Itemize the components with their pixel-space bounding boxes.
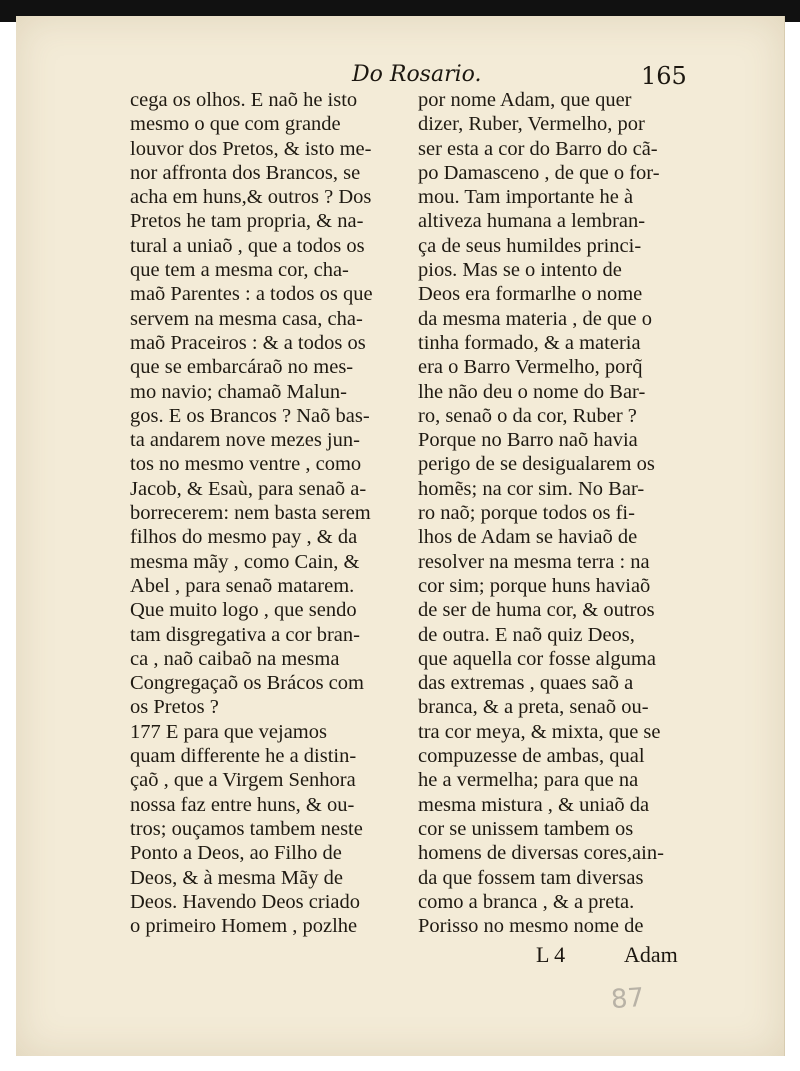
text-line: Que muito logo , que sendo: [130, 599, 357, 622]
text-line: branca, & a preta, senaõ ou-: [418, 696, 649, 719]
text-line: çaõ , que a Virgem Senhora: [130, 769, 356, 792]
text-line: ca , naõ caibaõ na mesma: [130, 647, 340, 670]
text-line: era o Barro Vermelho, porq̃: [418, 356, 643, 379]
text-line: de outra. E naõ quiz Deos,: [418, 623, 635, 646]
text-line: das extremas , quaes saõ a: [418, 672, 634, 695]
text-line: cor sim; porque huns haviaõ: [418, 574, 651, 597]
text-line: dizer, Ruber, Vermelho, por: [418, 113, 645, 136]
text-line: nossa faz entre huns, & ou-: [130, 793, 355, 816]
text-line: mesma mistura , & uniaõ da: [418, 793, 650, 816]
text-line: ro, senaõ o da cor, Ruber ?: [418, 404, 637, 427]
text-line: Jacob, & Esaù, para senaõ a-: [130, 477, 367, 500]
page-number: 165: [641, 62, 687, 90]
text-line: homẽs; na cor sim. No Bar-: [418, 477, 645, 500]
text-line: os Pretos ?: [130, 696, 219, 719]
text-line: acha em huns,& outros ? Dos: [130, 186, 372, 209]
signature-mark: L 4: [536, 942, 566, 967]
text-line: que tem a mesma cor, cha-: [130, 259, 349, 282]
text-line: mesma mãy , como Cain, &: [130, 550, 360, 573]
text-line: filhos do mesmo pay , & da: [130, 526, 358, 549]
text-line: maõ Parentes : a todos os que: [130, 283, 373, 306]
text-line: maõ Praceiros : & a todos os: [130, 331, 366, 354]
text-line: nor affronta dos Brancos, se: [130, 161, 361, 184]
text-line: o primeiro Homem , pozlhe: [130, 915, 358, 938]
text-line: tros; ouçamos tambem neste: [130, 817, 363, 840]
text-line: altiveza humana a lembran-: [418, 210, 646, 233]
text-line: he a vermelha; para que na: [418, 769, 639, 792]
left-text-column: [130, 88, 392, 938]
text-line: lhe não deu o nome do Bar-: [418, 380, 646, 403]
text-line: ro naõ; porque todos os fi-: [418, 502, 635, 525]
text-line: da que fossem tam diversas: [418, 866, 644, 889]
pencil-annotation: 87: [609, 982, 646, 1016]
text-line: que aquella cor fosse alguma: [418, 647, 656, 670]
text-line: ta andarem nove mezes jun-: [130, 429, 360, 452]
text-line: Deos era formarlhe o nome: [418, 283, 643, 306]
text-line: Ponto a Deos, ao Filho de: [130, 842, 342, 865]
text-line: Congregaçaõ os Brácos com: [130, 672, 364, 695]
text-line: por nome Adam, que quer: [418, 89, 632, 111]
text-line: compuzesse de ambas, qual: [418, 745, 645, 768]
text-line: ça de seus humildes princi-: [418, 234, 642, 257]
text-line: Porque no Barro naõ havia: [418, 429, 638, 452]
text-line: louvor dos Pretos, & isto me-: [130, 137, 372, 160]
text-line: cor se unissem tambem os: [418, 817, 634, 840]
text-line: que se embarcáraõ no mes-: [130, 356, 354, 379]
text-line: tam disgregativa a cor bran-: [130, 623, 360, 646]
text-line: mesmo o que com grande: [130, 113, 341, 136]
text-line: como a branca , & a preta.: [418, 890, 635, 913]
text-line: Deos. Havendo Deos criado: [130, 890, 360, 913]
text-line: gos. E os Brancos ? Naõ bas-: [130, 404, 370, 427]
right-text-column: [418, 88, 682, 938]
text-line: homens de diversas cores,ain-: [418, 842, 664, 865]
text-line: Pretos he tam propria, & na-: [130, 210, 364, 233]
text-line: pios. Mas se o intento de: [418, 259, 622, 282]
text-line: servem na mesma casa, cha-: [130, 307, 363, 330]
text-line: tural a uniaõ , que a todos os: [130, 234, 365, 257]
text-line: tra cor meya, & mixta, que se: [418, 720, 661, 743]
catchword: Adam: [624, 942, 678, 967]
text-line: da mesma materia , de que o: [418, 307, 652, 330]
text-line: ser esta a cor do Barro do cã-: [418, 137, 658, 160]
text-line: quam differente he a distin-: [130, 745, 357, 768]
text-line: po Damasceno , de que o for-: [418, 161, 660, 184]
text-line: cega os olhos. E naõ he isto: [130, 89, 358, 111]
text-line: perigo de se desigualarem os: [418, 453, 655, 476]
text-line: tinha formado, & a materia: [418, 331, 641, 354]
text-line: Abel , para senaõ matarem.: [130, 574, 355, 597]
text-line: mou. Tam importante he à: [418, 186, 634, 209]
text-line: Deos, & à mesma Mãy de: [130, 866, 343, 889]
text-line: borrecerem: nem basta serem: [130, 502, 371, 525]
running-head: Do Rosario.: [352, 62, 482, 87]
text-line: resolver na mesma terra : na: [418, 550, 650, 573]
text-line: de ser de huma cor, & outros: [418, 599, 655, 622]
text-line: tos no mesmo ventre , como: [130, 453, 362, 476]
text-line: 177 E para que vejamos: [130, 720, 327, 743]
text-line: lhos de Adam se haviaõ de: [418, 526, 638, 549]
text-line: Porisso no mesmo nome de: [418, 915, 644, 938]
text-line: mo navio; chamaõ Malun-: [130, 380, 347, 403]
